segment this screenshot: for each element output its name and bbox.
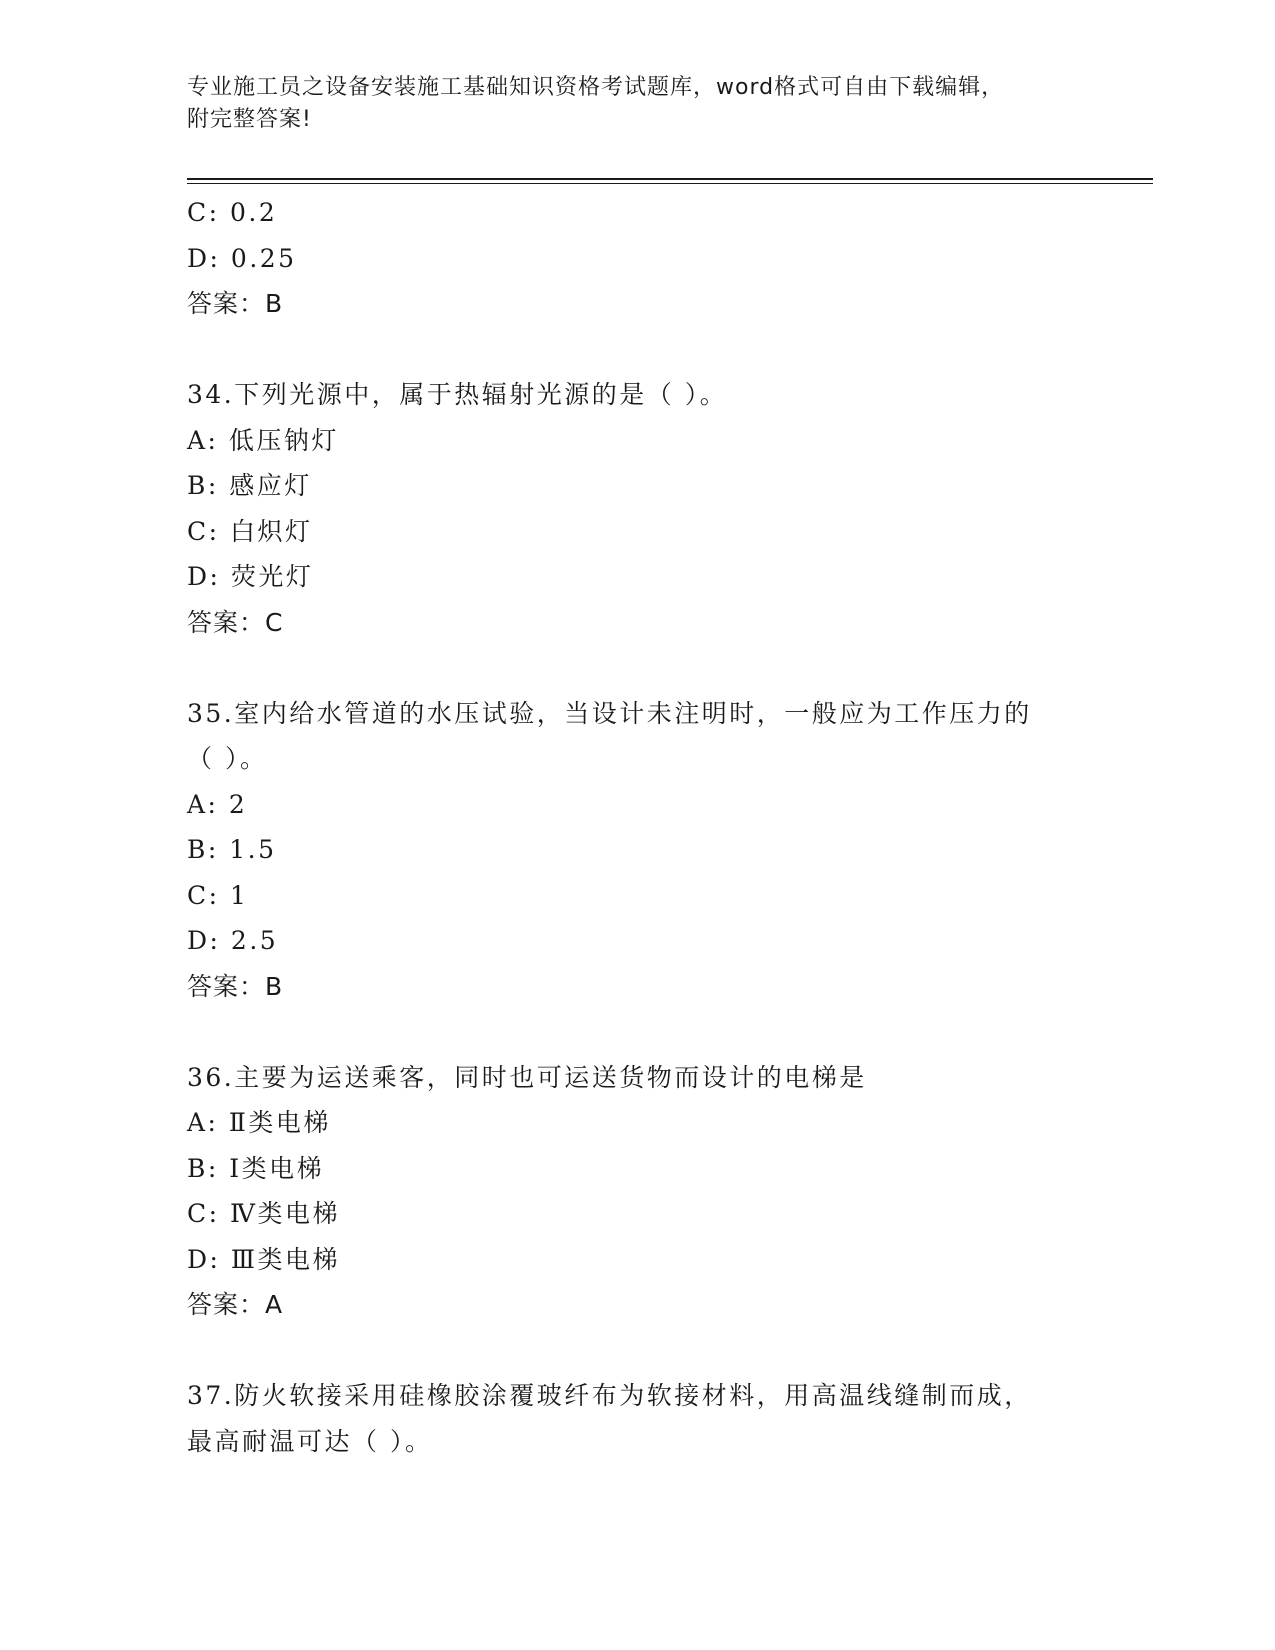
spacer <box>187 1009 1153 1055</box>
question-34 <box>187 372 1153 645</box>
question-content <box>187 190 1153 1464</box>
answer-line: 答案：C <box>187 607 284 637</box>
answer-line: 答案：A <box>187 1290 284 1319</box>
option-a: A: Ⅱ类电梯 <box>187 1108 331 1137</box>
option-a: A: 2 <box>187 789 248 819</box>
answer-line: 答案：B <box>187 971 284 1001</box>
option-a: A: 低压钠灯 <box>187 425 339 455</box>
option-b: B: 1.5 <box>187 835 277 864</box>
header-line-1: 专业施工员之设备安装施工基础知识资格考试题库，word格式可自由下载编辑， <box>187 75 1005 100</box>
question-stem: 36.主要为运送乘客，同时也可运送货物而设计的电梯是 <box>187 1062 867 1092</box>
question-37 <box>187 1373 1153 1464</box>
option-b: B: Ⅰ类电梯 <box>187 1153 325 1183</box>
header-divider-thin <box>187 183 1153 184</box>
option-c: C: 1 <box>187 880 249 910</box>
question-stem-line-1: 35.室内给水管道的水压试验，当设计未注明时，一般应为工作压力的 <box>187 698 1032 728</box>
option-c: C: 0.2 <box>187 198 278 227</box>
question-stem-line-2: （ ）。 <box>187 744 268 773</box>
option-b: B: 感应灯 <box>187 471 312 500</box>
question-36 <box>187 1055 1153 1328</box>
header-divider-thick <box>187 178 1153 180</box>
partial-question <box>187 190 1153 327</box>
spacer <box>187 645 1153 691</box>
spacer <box>187 327 1153 373</box>
question-stem-line-2: 最高耐温可达（ ）。 <box>187 1426 433 1456</box>
option-d: D: 2.5 <box>187 926 279 955</box>
spacer <box>187 1328 1153 1374</box>
option-d: D: 荧光灯 <box>187 562 314 591</box>
option-c: C: 白炽灯 <box>187 516 313 546</box>
option-d: D: Ⅲ类电梯 <box>187 1244 341 1274</box>
document-header <box>187 72 1067 136</box>
option-c: C: Ⅳ类电梯 <box>187 1199 340 1228</box>
header-line-2: 附完整答案! <box>187 107 312 132</box>
answer-line: 答案：B <box>187 289 284 318</box>
option-d: D: 0.25 <box>187 243 297 273</box>
question-35 <box>187 691 1153 1010</box>
question-stem-line-1: 37.防火软接采用硅橡胶涂覆玻纤布为软接材料，用高温线缝制而成， <box>187 1381 1032 1410</box>
question-stem: 34.下列光源中，属于热辐射光源的是（ ）。 <box>187 380 728 409</box>
